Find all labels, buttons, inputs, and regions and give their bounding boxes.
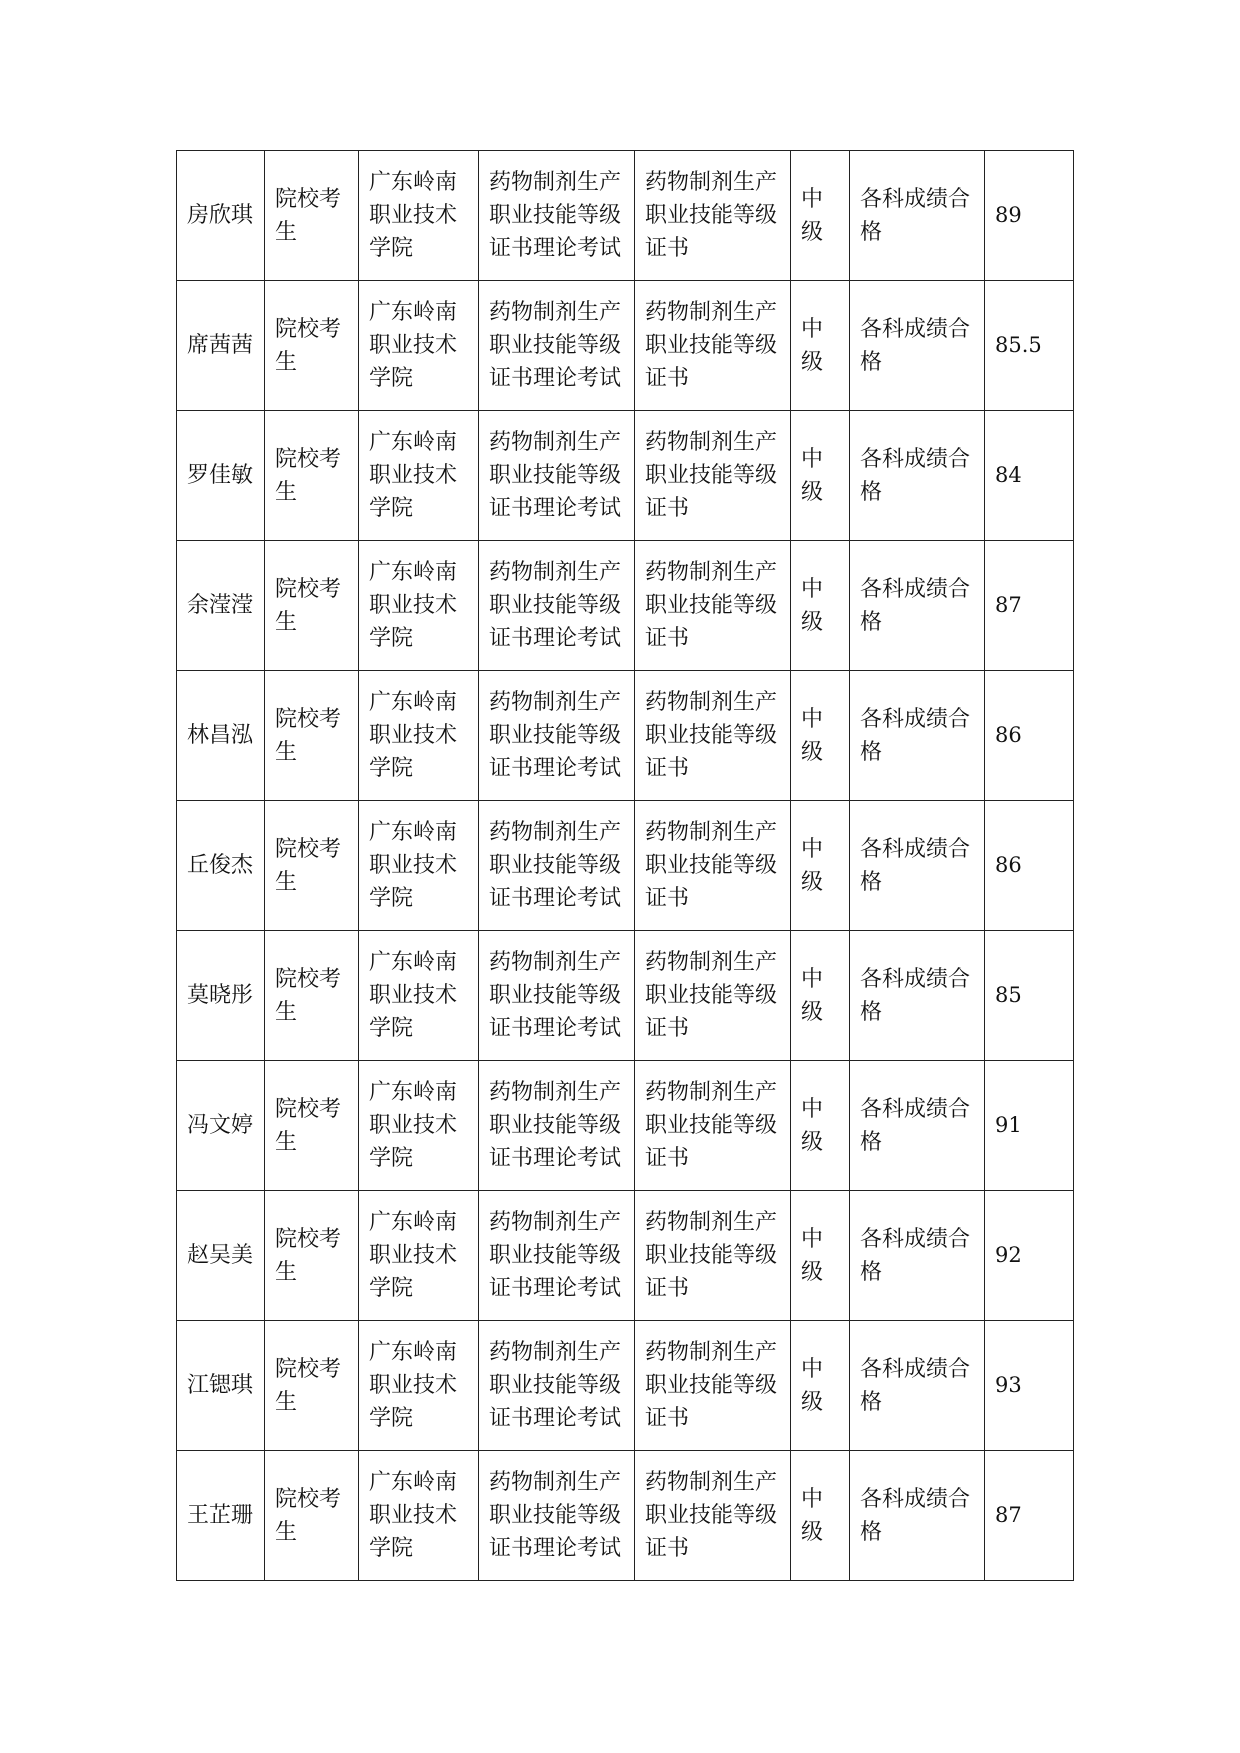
exam-name-cell: 药物制剂生产职业技能等级证书理论考试 bbox=[479, 671, 635, 801]
certificate-cell: 药物制剂生产职业技能等级证书 bbox=[635, 801, 791, 931]
candidate-type-cell: 院校考生 bbox=[265, 1191, 359, 1321]
score-cell: 92 bbox=[985, 1191, 1074, 1321]
candidate-type-cell: 院校考生 bbox=[265, 1061, 359, 1191]
result-cell: 各科成绩合格 bbox=[850, 1191, 985, 1321]
certificate-cell: 药物制剂生产职业技能等级证书 bbox=[635, 1321, 791, 1451]
level-cell: 中级 bbox=[791, 801, 850, 931]
candidate-name-cell: 罗佳敏 bbox=[177, 411, 265, 541]
result-cell: 各科成绩合格 bbox=[850, 931, 985, 1061]
table-row bbox=[177, 411, 1074, 541]
candidate-name-cell: 莫晓彤 bbox=[177, 931, 265, 1061]
certificate-cell: 药物制剂生产职业技能等级证书 bbox=[635, 931, 791, 1061]
certificate-cell: 药物制剂生产职业技能等级证书 bbox=[635, 1191, 791, 1321]
exam-name-cell: 药物制剂生产职业技能等级证书理论考试 bbox=[479, 1191, 635, 1321]
exam-name-cell: 药物制剂生产职业技能等级证书理论考试 bbox=[479, 151, 635, 281]
level-cell: 中级 bbox=[791, 541, 850, 671]
candidate-type-cell: 院校考生 bbox=[265, 151, 359, 281]
exam-name-cell: 药物制剂生产职业技能等级证书理论考试 bbox=[479, 1061, 635, 1191]
result-cell: 各科成绩合格 bbox=[850, 1451, 985, 1581]
candidate-name-cell: 丘俊杰 bbox=[177, 801, 265, 931]
candidate-type-cell: 院校考生 bbox=[265, 541, 359, 671]
certificate-cell: 药物制剂生产职业技能等级证书 bbox=[635, 1451, 791, 1581]
school-cell: 广东岭南职业技术学院 bbox=[359, 801, 479, 931]
school-cell: 广东岭南职业技术学院 bbox=[359, 671, 479, 801]
candidate-type-cell: 院校考生 bbox=[265, 411, 359, 541]
candidate-type-cell: 院校考生 bbox=[265, 931, 359, 1061]
exam-name-cell: 药物制剂生产职业技能等级证书理论考试 bbox=[479, 541, 635, 671]
school-cell: 广东岭南职业技术学院 bbox=[359, 541, 479, 671]
certificate-cell: 药物制剂生产职业技能等级证书 bbox=[635, 411, 791, 541]
level-cell: 中级 bbox=[791, 1191, 850, 1321]
score-cell: 84 bbox=[985, 411, 1074, 541]
school-cell: 广东岭南职业技术学院 bbox=[359, 931, 479, 1061]
table-row bbox=[177, 541, 1074, 671]
table-row bbox=[177, 281, 1074, 411]
exam-name-cell: 药物制剂生产职业技能等级证书理论考试 bbox=[479, 801, 635, 931]
certificate-cell: 药物制剂生产职业技能等级证书 bbox=[635, 1061, 791, 1191]
candidate-name-cell: 王芷珊 bbox=[177, 1451, 265, 1581]
level-cell: 中级 bbox=[791, 1451, 850, 1581]
result-cell: 各科成绩合格 bbox=[850, 1321, 985, 1451]
table-row bbox=[177, 1191, 1074, 1321]
results-table-body bbox=[177, 151, 1074, 1581]
table-row bbox=[177, 671, 1074, 801]
exam-name-cell: 药物制剂生产职业技能等级证书理论考试 bbox=[479, 411, 635, 541]
table-row bbox=[177, 931, 1074, 1061]
candidate-type-cell: 院校考生 bbox=[265, 801, 359, 931]
result-cell: 各科成绩合格 bbox=[850, 801, 985, 931]
score-cell: 85.5 bbox=[985, 281, 1074, 411]
candidate-name-cell: 席茜茜 bbox=[177, 281, 265, 411]
score-cell: 85 bbox=[985, 931, 1074, 1061]
level-cell: 中级 bbox=[791, 281, 850, 411]
level-cell: 中级 bbox=[791, 671, 850, 801]
score-cell: 93 bbox=[985, 1321, 1074, 1451]
level-cell: 中级 bbox=[791, 151, 850, 281]
level-cell: 中级 bbox=[791, 1321, 850, 1451]
table-row bbox=[177, 1451, 1074, 1581]
level-cell: 中级 bbox=[791, 1061, 850, 1191]
result-cell: 各科成绩合格 bbox=[850, 411, 985, 541]
candidate-type-cell: 院校考生 bbox=[265, 281, 359, 411]
candidate-name-cell: 冯文婷 bbox=[177, 1061, 265, 1191]
result-cell: 各科成绩合格 bbox=[850, 541, 985, 671]
certificate-cell: 药物制剂生产职业技能等级证书 bbox=[635, 281, 791, 411]
exam-name-cell: 药物制剂生产职业技能等级证书理论考试 bbox=[479, 281, 635, 411]
candidate-type-cell: 院校考生 bbox=[265, 1451, 359, 1581]
certificate-cell: 药物制剂生产职业技能等级证书 bbox=[635, 541, 791, 671]
table-row bbox=[177, 1321, 1074, 1451]
result-cell: 各科成绩合格 bbox=[850, 281, 985, 411]
candidate-name-cell: 赵吴美 bbox=[177, 1191, 265, 1321]
candidate-name-cell: 余滢滢 bbox=[177, 541, 265, 671]
candidate-name-cell: 房欣琪 bbox=[177, 151, 265, 281]
certificate-cell: 药物制剂生产职业技能等级证书 bbox=[635, 671, 791, 801]
score-cell: 89 bbox=[985, 151, 1074, 281]
table-row bbox=[177, 1061, 1074, 1191]
school-cell: 广东岭南职业技术学院 bbox=[359, 1191, 479, 1321]
score-cell: 86 bbox=[985, 801, 1074, 931]
candidate-type-cell: 院校考生 bbox=[265, 1321, 359, 1451]
school-cell: 广东岭南职业技术学院 bbox=[359, 1451, 479, 1581]
result-cell: 各科成绩合格 bbox=[850, 1061, 985, 1191]
result-cell: 各科成绩合格 bbox=[850, 151, 985, 281]
exam-name-cell: 药物制剂生产职业技能等级证书理论考试 bbox=[479, 1451, 635, 1581]
table-row bbox=[177, 151, 1074, 281]
candidate-name-cell: 江锶琪 bbox=[177, 1321, 265, 1451]
certificate-cell: 药物制剂生产职业技能等级证书 bbox=[635, 151, 791, 281]
candidate-name-cell: 林昌泓 bbox=[177, 671, 265, 801]
school-cell: 广东岭南职业技术学院 bbox=[359, 1321, 479, 1451]
school-cell: 广东岭南职业技术学院 bbox=[359, 1061, 479, 1191]
school-cell: 广东岭南职业技术学院 bbox=[359, 151, 479, 281]
score-cell: 87 bbox=[985, 1451, 1074, 1581]
exam-name-cell: 药物制剂生产职业技能等级证书理论考试 bbox=[479, 931, 635, 1061]
level-cell: 中级 bbox=[791, 931, 850, 1061]
score-cell: 86 bbox=[985, 671, 1074, 801]
school-cell: 广东岭南职业技术学院 bbox=[359, 411, 479, 541]
score-cell: 87 bbox=[985, 541, 1074, 671]
results-sheet bbox=[176, 150, 1073, 1581]
result-cell: 各科成绩合格 bbox=[850, 671, 985, 801]
score-cell: 91 bbox=[985, 1061, 1074, 1191]
candidate-type-cell: 院校考生 bbox=[265, 671, 359, 801]
exam-name-cell: 药物制剂生产职业技能等级证书理论考试 bbox=[479, 1321, 635, 1451]
results-table bbox=[176, 150, 1074, 1581]
school-cell: 广东岭南职业技术学院 bbox=[359, 281, 479, 411]
level-cell: 中级 bbox=[791, 411, 850, 541]
table-row bbox=[177, 801, 1074, 931]
